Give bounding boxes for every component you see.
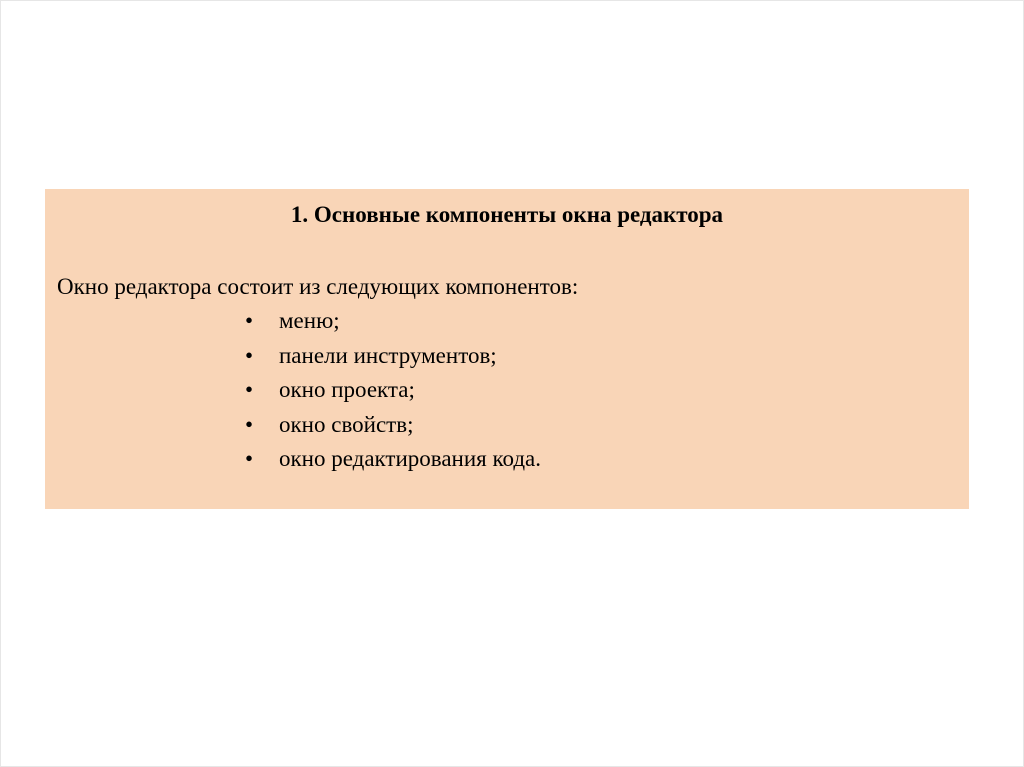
list-item [241,408,541,443]
component-list [241,304,541,477]
list-item [241,373,541,408]
bullet-icon: • [245,308,254,333]
bullet-icon: • [245,377,254,402]
list-item [241,339,541,374]
bullet-icon: • [245,411,254,437]
bullet-icon: • [245,446,254,471]
content-box [45,189,969,509]
slide-heading: 1. Основные компоненты окна редактора [290,202,724,227]
list-item-text: панели инструментов; [279,342,497,368]
list-item-text: окно редактирования кода. [279,446,541,471]
list-item [241,304,541,339]
list-item [241,442,541,477]
list-item-text: окно свойств; [279,411,414,437]
list-item-text: меню; [279,308,340,333]
list-item-text: окно проекта; [279,377,415,402]
intro-text: Окно редактора состоит из следующих компонентов: [57,274,579,299]
bullet-icon: • [245,342,254,368]
